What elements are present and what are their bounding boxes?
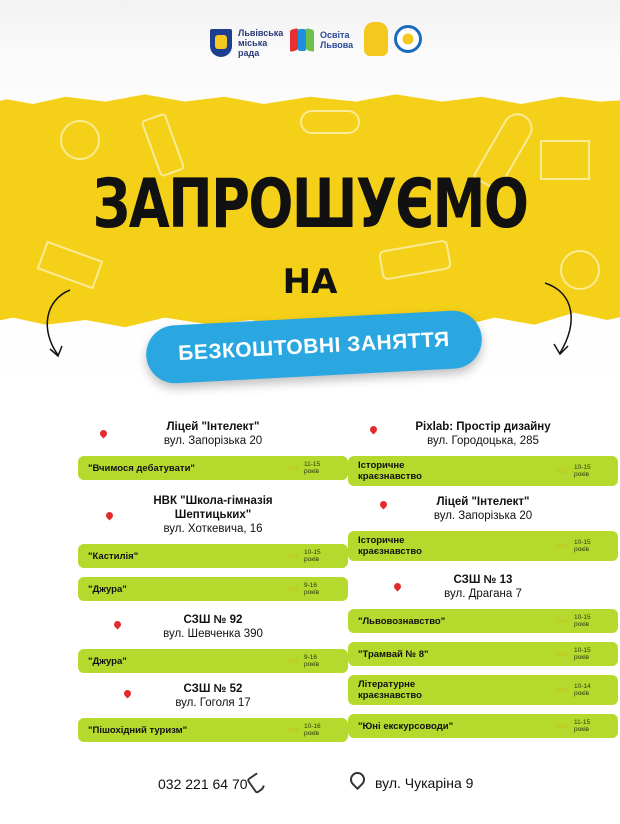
school-address: вул. Городоцька, 285: [427, 435, 539, 447]
free-classes-pill: БЕЗКОШТОВНІ ЗАНЯТТЯ: [145, 309, 484, 385]
school-name: Ліцей "Інтелект": [436, 496, 530, 508]
course-card: [78, 649, 348, 673]
school-entry: [348, 495, 618, 523]
course-name: "Юні екскурсоводи": [358, 720, 454, 732]
course-card: [78, 544, 348, 568]
course-name: "Кастилія": [88, 550, 139, 562]
doodle-circle-icon: [60, 120, 100, 160]
course-name: "Львовознавство": [358, 615, 446, 627]
smiley-icon: ☺☺: [556, 686, 569, 694]
age-unit: років: [304, 730, 319, 737]
age-range: 9-16: [304, 654, 318, 661]
location-pin-icon: [347, 769, 368, 790]
school-name: Pixlab: Простір дизайну: [415, 421, 551, 433]
age-unit: років: [574, 621, 589, 628]
school-address: вул. Гоголя 17: [175, 697, 251, 709]
logo-bar: [0, 18, 620, 74]
smiley-icon: ☺☺: [556, 542, 569, 550]
age-unit: років: [574, 546, 589, 553]
course-card: [348, 609, 618, 633]
age-range: 10-15: [574, 539, 591, 546]
curved-arrow-right-icon: [530, 278, 580, 358]
course-name: "Джура": [88, 655, 127, 667]
school-entry: [348, 420, 618, 448]
smiley-icon: ☺☺: [286, 585, 299, 593]
school-entry: [78, 420, 348, 448]
smiley-icon: ☺☺: [556, 650, 569, 658]
age-unit: років: [574, 654, 589, 661]
smiley-icon: ☺☺: [556, 617, 569, 625]
footer-address: вул. Чукаріна 9: [375, 775, 474, 791]
smiley-icon: ☺☺: [286, 726, 299, 734]
capsule-doodle-icon: [300, 110, 360, 134]
course-name-line1: Історичне: [358, 460, 405, 471]
school-name: СЗШ № 52: [183, 683, 243, 695]
school-name-line2: Шептицьких": [174, 509, 252, 521]
school-address: вул. Запорізька 20: [433, 510, 533, 522]
lviv-crest-icon: [210, 29, 232, 57]
compass-globe-icon: [394, 25, 422, 53]
school-entry: [348, 573, 618, 601]
school-address: вул. Запорізька 20: [163, 435, 263, 447]
smiley-icon: ☺☺: [556, 722, 569, 730]
headline-sub: НА: [282, 262, 338, 302]
age-unit: років: [574, 726, 589, 733]
course-name: "Джура": [88, 583, 127, 595]
footer: [0, 772, 620, 802]
course-name-line1: Історичне: [358, 535, 405, 546]
course-card: [348, 675, 618, 705]
course-card: [78, 456, 348, 480]
age-range: 9-16: [304, 582, 318, 589]
osvita-line2: Львова: [320, 40, 354, 50]
age-range: 11-15: [574, 719, 591, 726]
headline: ЗАПРОШУЄМО: [92, 165, 528, 244]
right-column: [348, 420, 618, 747]
course-card: [348, 642, 618, 666]
smiley-icon: ☺☺: [286, 552, 299, 560]
school-entry: [78, 494, 348, 536]
school-address: вул. Хоткевича, 16: [163, 523, 263, 535]
age-unit: років: [304, 556, 319, 563]
course-name: "Вчимося дебатувати": [88, 462, 195, 474]
partner-logos: [364, 22, 422, 56]
school-entry: [78, 613, 348, 641]
lion-emblem-icon: [364, 22, 388, 56]
smiley-icon: ☺☺: [286, 464, 299, 472]
age-range: 10-14: [574, 683, 591, 690]
open-book-icon: [290, 26, 314, 54]
age-range: 10-16: [304, 723, 321, 730]
age-range: 10-15: [574, 614, 591, 621]
age-range: 10-15: [304, 549, 321, 556]
school-name: СЗШ № 92: [183, 614, 243, 626]
school-address: вул. Шевченка 390: [163, 628, 263, 640]
phone-number[interactable]: 032 221 64 70: [158, 776, 248, 792]
osvita-lvova-logo: [290, 26, 353, 54]
age-range: 10-15: [574, 647, 591, 654]
osvita-line1: Освіта: [320, 30, 350, 40]
age-unit: років: [304, 468, 319, 475]
curved-arrow-left-icon: [40, 285, 90, 365]
course-card: [348, 456, 618, 486]
smiley-icon: ☺☺: [286, 657, 299, 665]
phone-icon: [246, 772, 268, 795]
age-range: 11-15: [304, 461, 321, 468]
lviv-council-text: Львівська міська рада: [238, 28, 284, 58]
course-card: [78, 718, 348, 742]
course-card: [348, 531, 618, 561]
course-name: "Пішохідний туризм": [88, 724, 188, 736]
course-card: [348, 714, 618, 738]
course-name-line1: Літературне: [358, 679, 416, 690]
smiley-icon: ☺☺: [556, 467, 569, 475]
course-name-line2: краєзнавство: [358, 471, 422, 482]
course-name-line2: краєзнавство: [358, 546, 422, 557]
course-card: [78, 577, 348, 601]
age-range: 10-15: [574, 464, 591, 471]
school-name: Ліцей "Інтелект": [166, 421, 260, 433]
age-unit: років: [304, 661, 319, 668]
school-entry: [78, 682, 348, 710]
school-name: СЗШ № 13: [453, 574, 513, 586]
left-column: [78, 420, 348, 751]
school-name-line1: НВК "Школа-гімназія: [153, 495, 273, 507]
school-address: вул. Драгана 7: [444, 588, 522, 600]
age-unit: років: [574, 471, 589, 478]
course-name: "Трамвай № 8": [358, 648, 429, 660]
course-name-line2: краєзнавство: [358, 690, 422, 701]
age-unit: років: [574, 690, 589, 697]
lviv-council-logo: [210, 28, 286, 58]
age-unit: років: [304, 589, 319, 596]
